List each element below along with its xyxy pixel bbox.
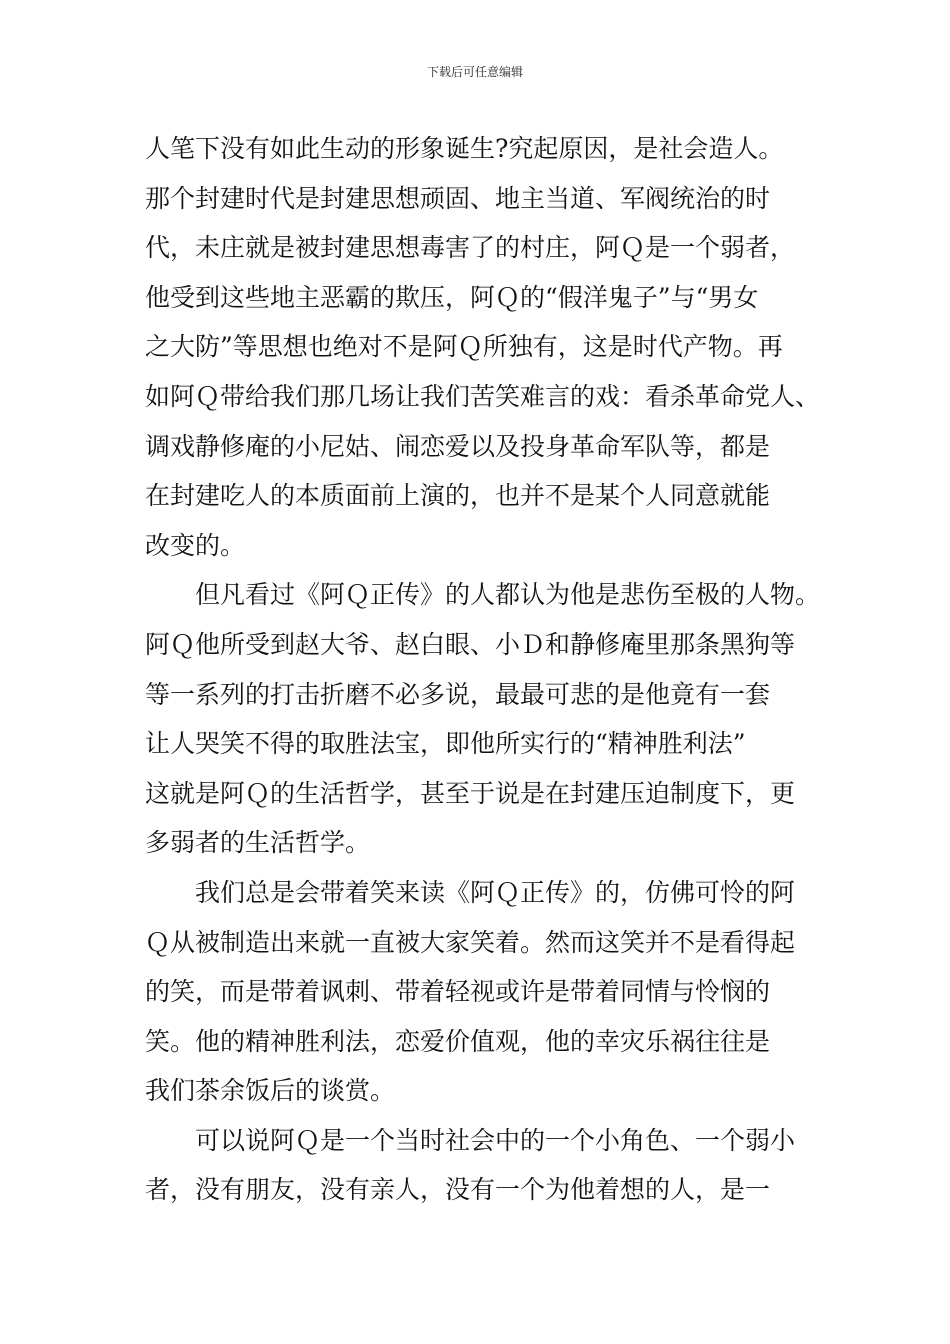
text-line: 改变的。 — [145, 530, 246, 560]
body-text — [145, 124, 821, 1215]
text-line: 的笑，而是带着讽刺、带着轻视或许是带着同情与怜悯的 — [145, 977, 771, 1007]
text-line: Ｑ从被制造出来就一直被大家笑着。然而这笑并不是看得起 — [145, 927, 796, 957]
text-line: 多弱者的生活哲学。 — [145, 828, 371, 858]
text-line: 人笔下没有如此生动的形象诞生?究起原因，是社会造人。 — [145, 134, 784, 163]
text-line: 但凡看过《阿Ｑ正传》的人都认为他是悲伤至极的人物。 — [145, 580, 821, 610]
text-line: 等一系列的打击折磨不必多说，最最可悲的是他竟有一套 — [145, 679, 771, 709]
text-line: 如阿Ｑ带给我们那几场让我们苦笑难言的戏：看杀革命党人、 — [145, 381, 821, 411]
page-header: 下载后可任意编辑 — [426, 65, 523, 79]
text-line: 那个封建时代是封建思想顽固、地主当道、军阀统治的时 — [145, 183, 771, 213]
text-line: 这就是阿Ｑ的生活哲学，甚至于说是在封建压迫制度下，更 — [145, 778, 796, 808]
text-line: 在封建吃人的本质面前上演的，也并不是某个人同意就能 — [145, 481, 771, 511]
text-line: 者，没有朋友，没有亲人，没有一个为他着想的人，是一 — [145, 1175, 771, 1205]
text-line: 可以说阿Ｑ是一个当时社会中的一个小角色、一个弱小 — [145, 1125, 796, 1155]
text-line: 让人哭笑不得的取胜法宝，即他所实行的“精神胜利法” — [145, 729, 746, 759]
text-line: 我们总是会带着笑来读《阿Ｑ正传》的，仿佛可怜的阿 — [145, 877, 796, 907]
text-line: 阿Ｑ他所受到赵大爷、赵白眼、小Ｄ和静修庵里那条黑狗等 — [145, 629, 796, 659]
text-line: 代，未庄就是被封建思想毒害了的村庄，阿Ｑ是一个弱者， — [145, 233, 796, 263]
text-line: 他受到这些地主恶霸的欺压，阿Ｑ的“假洋鬼子”与“男女 — [145, 282, 759, 312]
text-line: 之大防”等思想也绝对不是阿Ｑ所独有，这是时代产物。再 — [145, 332, 783, 362]
text-line: 调戏静修庵的小尼姑、闹恋爱以及投身革命军队等，都是 — [145, 431, 771, 461]
text-line: 我们茶余饭后的谈赏。 — [145, 1076, 396, 1106]
text-line: 笑。他的精神胜利法，恋爱价值观，他的幸灾乐祸往往是 — [145, 1026, 771, 1056]
